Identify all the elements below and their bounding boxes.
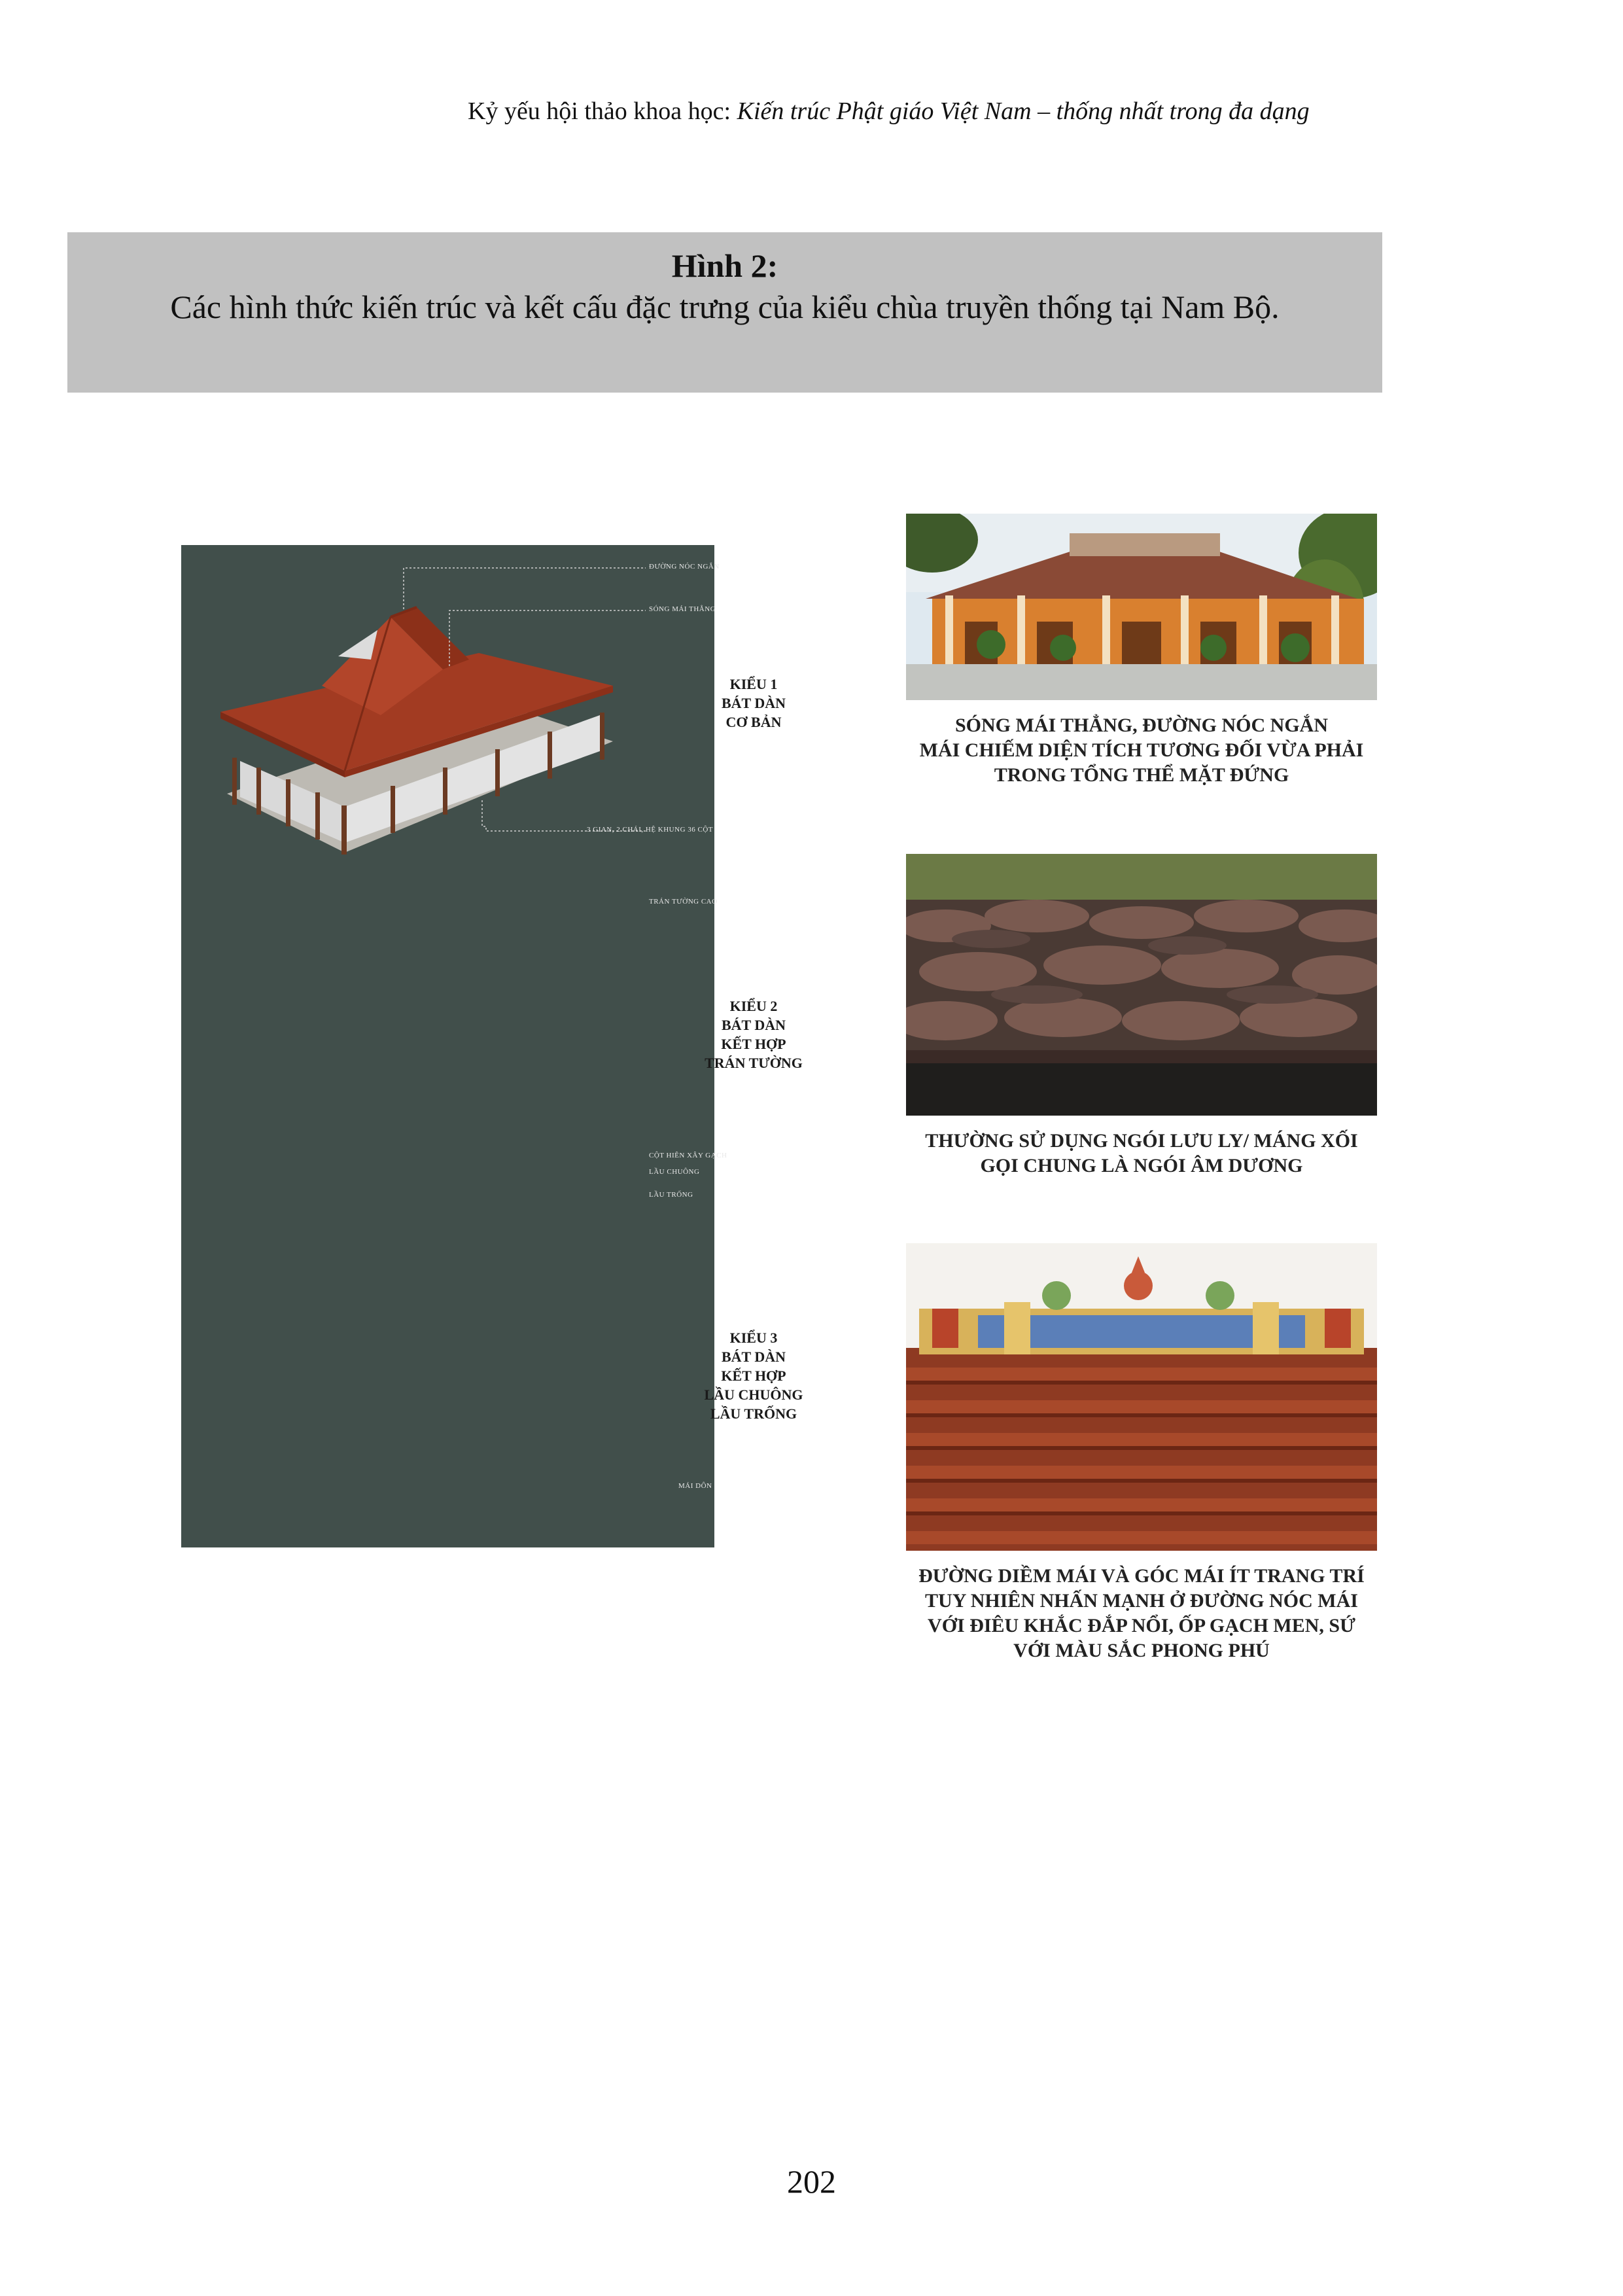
type-2-label: KIỂU 2 BÁT DÀN KẾT HỢP TRÁN TƯỜNG (705, 998, 803, 1071)
roof-ridge-ornament-photo (906, 1243, 1377, 1551)
figure-caption: Các hình thức kiến trúc và kết cấu đặc trưng của kiểu chùa truyền thống tại Nam Bộ. (170, 289, 1280, 325)
annotation-cot-hien: CỘT HIÊN XÂY GẠCH (649, 1152, 727, 1159)
temple-facade-photo (906, 514, 1377, 700)
header-prefix: Kỷ yếu hội thảo khoa học: (468, 97, 737, 125)
photo-3-caption: ĐƯỜNG DIỀM MÁI VÀ GÓC MÁI ÍT TRANG TRÍ TUY NHIÊN NHẤN MẠNH Ở ĐƯỜNG NÓC MÁI VỚI ĐIÊU KHẮC ĐẮP NỔI, ỐP GẠCH MEN, SỨ VỚI MÀU SẮC PHONG PHÚ (918, 1565, 1365, 1661)
annotation-song-mai-thang: SÓNG MÁI THẲNG (649, 605, 716, 613)
figure-title: Hình 2: (671, 247, 778, 284)
page-number: 202 (787, 2163, 836, 2200)
running-header (468, 97, 1403, 126)
photo-block-2 (906, 854, 1377, 1178)
annotation-lau-trong: LẦU TRỐNG (649, 1191, 693, 1199)
photo-block-1 (906, 514, 1377, 788)
type-1-label: KIỂU 1 BÁT DÀN CƠ BẢN (721, 676, 786, 730)
type-3-label: KIỂU 3 BÁT DÀN KẾT HỢP LẦU CHUÔNG LẦU TRỐNG (704, 1330, 803, 1422)
annotation-lau-chuong: LẦU CHUÔNG (649, 1168, 700, 1176)
header-italic-title: Kiến trúc Phật giáo Việt Nam – thống nhất trong đa dạng (737, 97, 1310, 125)
annotation-duong-noc-ngan: ĐƯỜNG NÓC NGẮN (649, 563, 720, 571)
annotation-khung-cot: 3 GIAN, 2 CHÁI, HỆ KHUNG 36 CỘT (587, 826, 714, 834)
photo-block-3 (906, 1243, 1377, 1663)
architecture-diagram (181, 545, 806, 1547)
photo-1-caption: SÓNG MÁI THẲNG, ĐƯỜNG NÓC NGẮN MÁI CHIẾM DIỆN TÍCH TƯƠNG ĐỐI VỪA PHẢI TRONG TỔNG THỂ MẶT ĐỨNG (919, 715, 1364, 786)
annotation-mai-don: MÁI DÔN (678, 1482, 712, 1490)
roof-tiles-photo (906, 854, 1377, 1116)
figure-caption-box (67, 232, 1382, 393)
photo-2-caption: THƯỜNG SỬ DỤNG NGÓI LƯU LY/ MÁNG XỐI GỌI CHUNG LÀ NGÓI ÂM DƯƠNG (925, 1130, 1358, 1176)
annotation-tran-tuong-cao: TRÁN TƯỜNG CAO (649, 898, 718, 906)
